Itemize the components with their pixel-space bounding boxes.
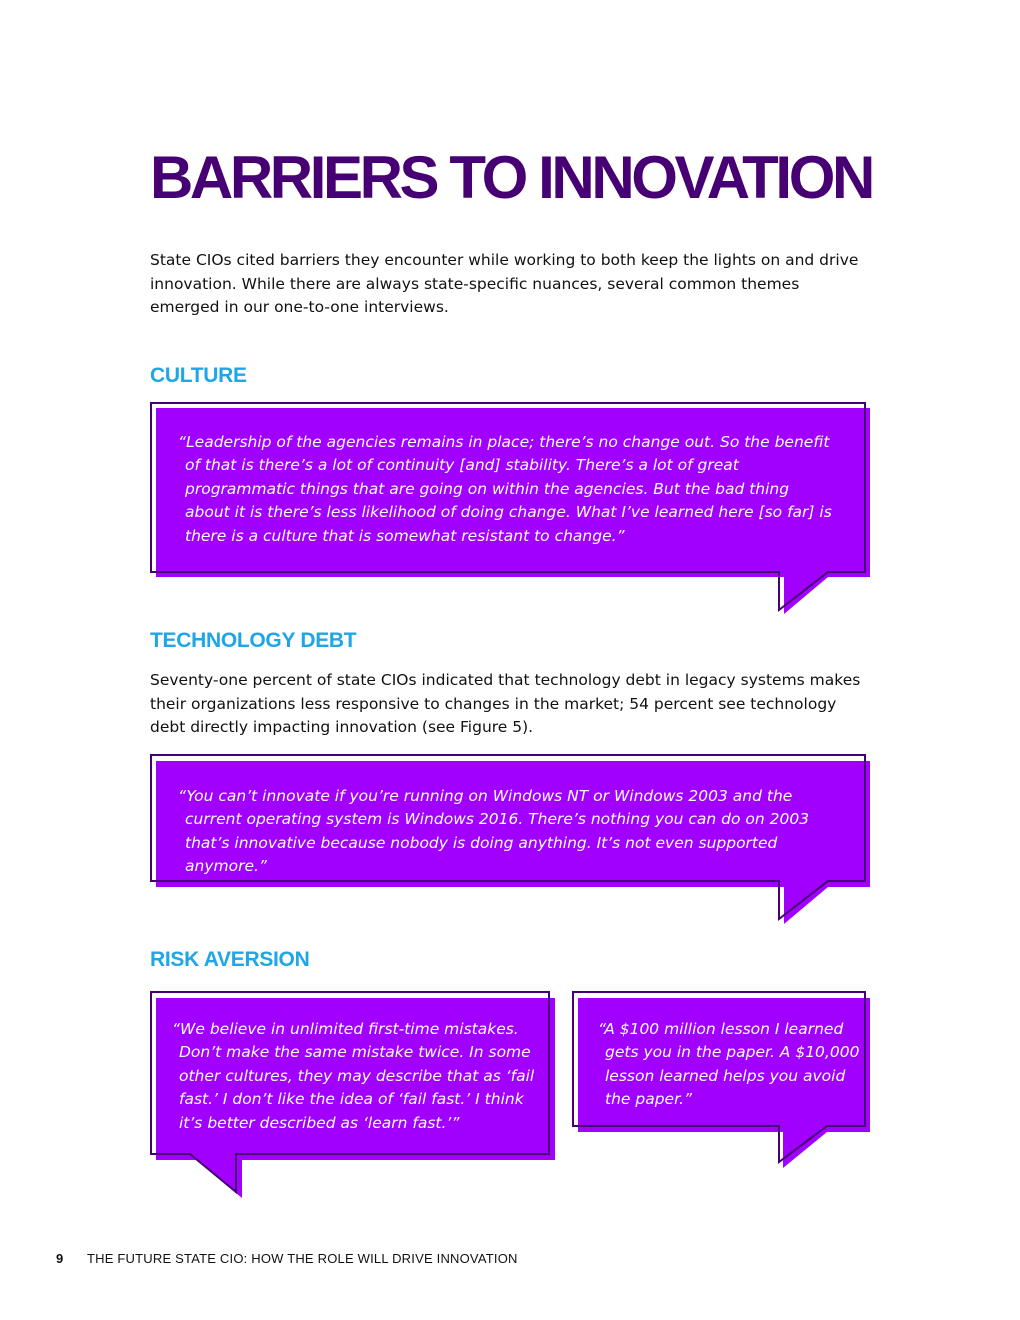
technology-debt-paragraph: Seventy-one percent of state CIOs indicated that technology debt in legacy systems makes their organizations less responsive to changes in the market; 54 percent see technology debt directly impacting innovation (see Figure 5). bbox=[150, 671, 861, 736]
section-heading-technology-debt: TECHNOLOGY DEBT bbox=[150, 629, 357, 652]
page-title: BARRIERS TO INNOVATION bbox=[150, 144, 872, 211]
quote-text: “Leadership of the agencies remains in place; there’s no change out. So the benefit of that is there’s a lot of continuity [and] stability. There’s a lot of great programmatic things that are going on within the agencies. But the bad thing about it is there’s less likelihood of doing change. What I’ve learned here [so far] is there is a culture that is somewhat resistant to change.” bbox=[178, 433, 832, 545]
section-heading-culture: CULTURE bbox=[150, 364, 247, 387]
intro-paragraph: State CIOs cited barriers they encounter while working to both keep the lights on and drive innovation. While there are always state-specific nuances, several common themes emerged in our one-to-one interviews. bbox=[150, 251, 859, 316]
quote-bubble-culture bbox=[150, 402, 872, 616]
quote-bubble-technology-debt bbox=[150, 754, 872, 926]
page-number: 9 bbox=[56, 1251, 64, 1266]
running-footer-title: THE FUTURE STATE CIO: HOW THE ROLE WILL DRIVE INNOVATION bbox=[87, 1251, 518, 1266]
section-heading-risk-aversion: RISK AVERSION bbox=[150, 948, 310, 971]
quote-text: “A $100 million lesson I learned gets you in the paper. A $10,000 lesson learned helps you avoid the paper.” bbox=[598, 1020, 860, 1109]
quote-text: “You can’t innovate if you’re running on Windows NT or Windows 2003 and the current operating system is Windows 2016. There’s nothing you can do on 2003 that’s innovative because nobody is doing anything. It’s not even supported anymore.” bbox=[178, 787, 810, 876]
quote-bubble-risk-aversion-right bbox=[571, 990, 872, 1170]
quote-bubble-risk-aversion-left bbox=[150, 990, 557, 1200]
quote-text: “We believe in unlimited first-time mistakes. Don’t make the same mistake twice. In some other cultures, they may describe that as ‘fail fast.’ I don’t like the idea of ‘fail fast.’ I think it’s better described as ‘learn fast.’” bbox=[172, 1020, 535, 1132]
